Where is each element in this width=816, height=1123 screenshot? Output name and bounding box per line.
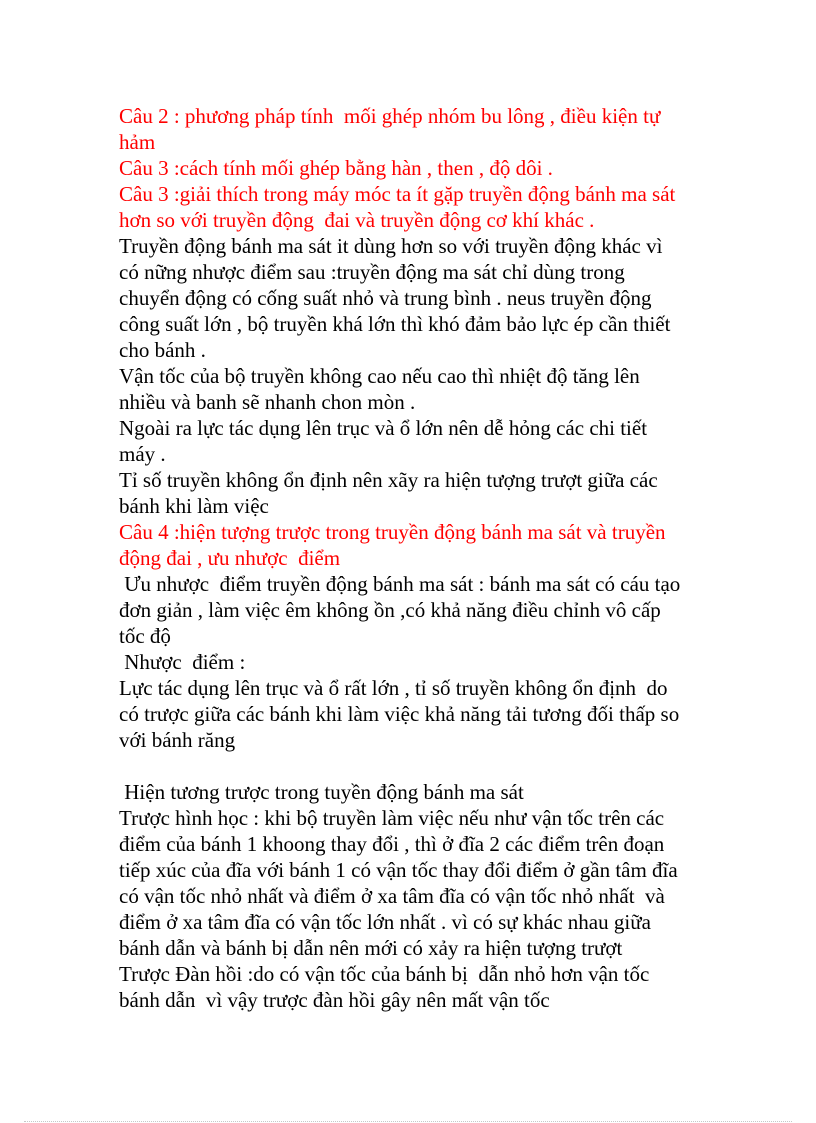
text-line: bánh dẫn vì vậy trược đàn hồi gây nên mất vận tốc — [119, 988, 550, 1012]
text-line: hảm — [119, 130, 156, 154]
text-line-question-3b: Câu 3 :giải thích trong máy móc ta ít gặp truyền động bánh ma sát — [119, 182, 676, 206]
text-line: có vận tốc nhỏ nhất và điểm ở xa tâm đĩa có vận tốc nhỏ nhất và — [119, 884, 665, 908]
text-line: Vận tốc của bộ truyền không cao nếu cao thì nhiệt độ tăng lên — [119, 364, 640, 388]
text-line: điểm của bánh 1 khoong thay đổi , thì ở đĩa 2 các điểm trên đoạn — [119, 832, 665, 856]
text-line: Trược Đàn hồi :do có vận tốc của bánh bị dẫn nhỏ hơn vận tốc — [119, 962, 650, 986]
text-line-question-4: Câu 4 :hiện tượng trược trong truyền động bánh ma sát và truyền — [119, 520, 666, 544]
text-line: công suất lớn , bộ truyền khá lớn thì khó đảm bảo lực ép cần thiết — [119, 312, 671, 336]
text-line: điểm ở xa tâm đĩa có vận tốc lớn nhất . vì có sự khác nhau giữa — [119, 910, 651, 934]
text-line: có nững nhược điểm sau :truyền động ma sát chỉ dùng trong — [119, 260, 625, 284]
text-line: động đai , ưu nhược điểm — [119, 546, 341, 570]
text-line: Ngoài ra lực tác dụng lên trục và ổ lớn nên dễ hỏng các chi tiết — [119, 416, 648, 440]
text-line: tốc độ — [119, 624, 171, 648]
text-line: Truyền động bánh ma sát it dùng hơn so với truyền động khác vì — [119, 234, 663, 258]
text-line: Tỉ số truyền không ổn định nên xãy ra hiện tượng trượt giữa các — [119, 468, 658, 492]
text-line-question-2: Câu 2 : phương pháp tính mối ghép nhóm bu lông , điều kiện tự — [119, 104, 661, 128]
text-line: cho bánh . — [119, 338, 206, 362]
text-line: có trược giữa các bánh khi làm việc khả năng tải tương đối thấp so — [119, 702, 680, 726]
blank-line — [119, 753, 709, 779]
text-line: chuyển động có cống suất nhỏ và trung bình . neus truyền động — [119, 286, 652, 310]
text-line: hơn so với truyền động đai và truyền động cơ khí khác . — [119, 208, 595, 232]
text-line: bánh khi làm việc — [119, 494, 269, 518]
text-line: với bánh răng — [119, 728, 236, 752]
page-bottom-divider — [24, 1121, 792, 1122]
text-line: máy . — [119, 442, 166, 466]
text-line: đơn giản , làm việc êm không ồn ,có khả năng điều chỉnh vô cấp — [119, 598, 661, 622]
text-line: tiếp xúc của đĩa với bánh 1 có vận tốc thay đổi điểm ở gần tâm đĩa — [119, 858, 678, 882]
text-line: Trược hình học : khi bộ truyền làm việc nếu như vận tốc trên các — [119, 806, 665, 830]
text-line: Hiện tương trược trong tuyền động bánh ma sát — [119, 780, 524, 804]
document-body — [119, 103, 709, 1013]
text-line: Ưu nhược điểm truyền động bánh ma sát : bánh ma sát có cáu tạo — [119, 572, 681, 596]
text-line: nhiều và banh sẽ nhanh chon mòn . — [119, 390, 416, 414]
text-line-question-3a: Câu 3 :cách tính mối ghép bằng hàn , then , độ dôi . — [119, 156, 553, 180]
text-line: Nhược điểm : — [119, 650, 246, 674]
text-line: Lực tác dụng lên trục và ổ rất lớn , tỉ số truyền không ổn định do — [119, 676, 668, 700]
text-line: bánh dẫn và bánh bị dẫn nên mới có xảy ra hiện tượng trượt — [119, 936, 623, 960]
